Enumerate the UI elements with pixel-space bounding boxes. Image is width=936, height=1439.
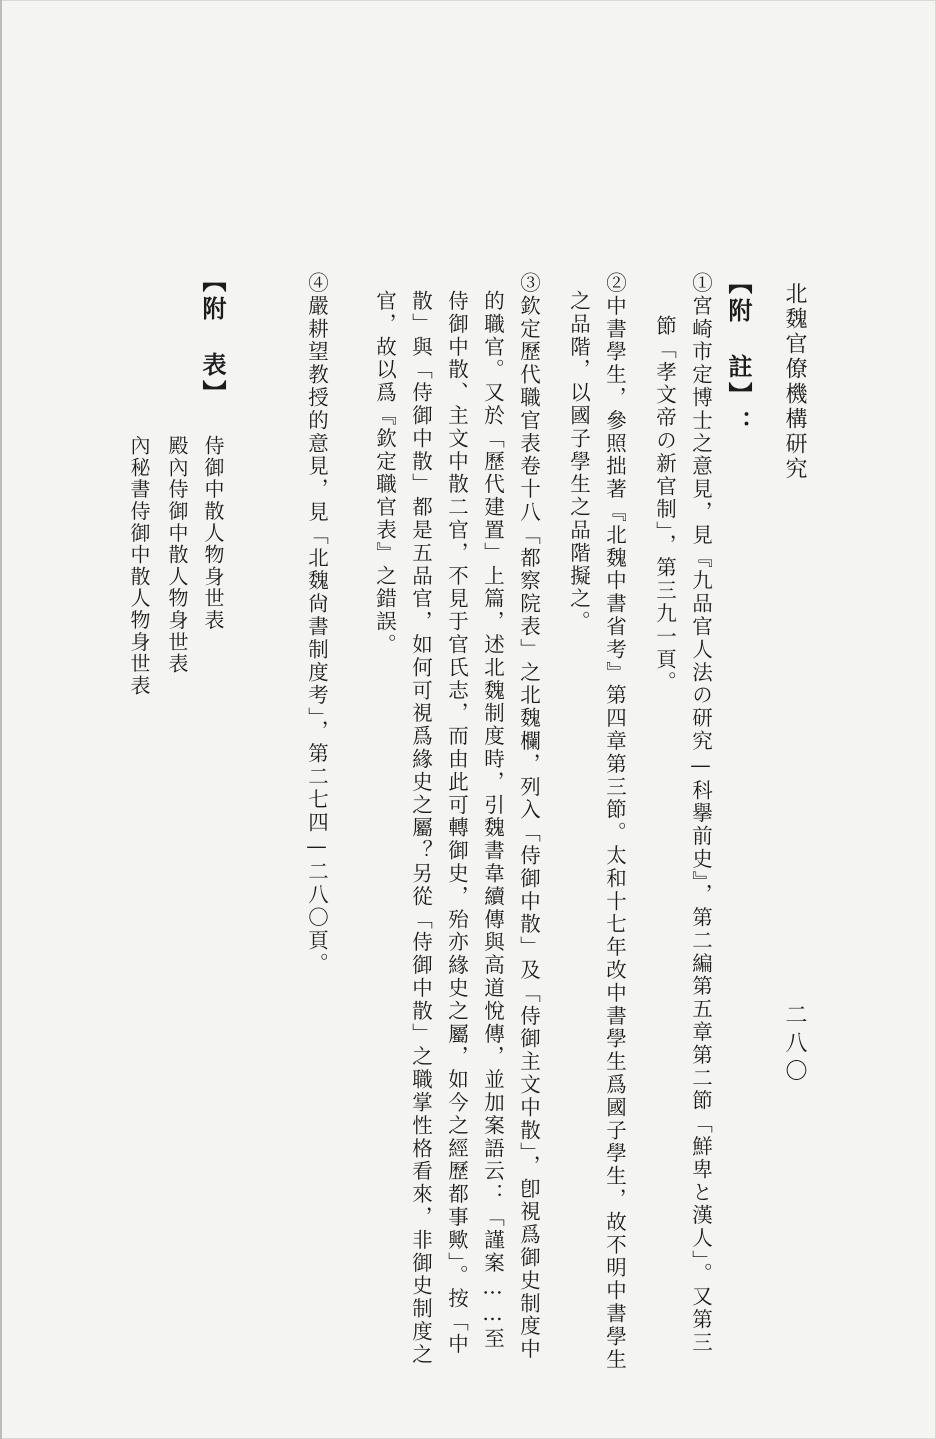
note-3-line-1: ③欽定歷代職官表卷十八「都察院表」之北魏欄，列入「侍御中散」及「侍御主文中散」，卽視爲御史制度中 — [516, 272, 541, 1361]
note-3-line-4: 散」與「侍御中散」都是五品官，如何可視爲緣史之屬？另從「侍御中散」之職掌性格看來，非御史制度之 — [408, 290, 433, 1367]
appendix-heading: 【附 表】 — [198, 268, 227, 408]
note-4-line-1: ④嚴耕望教授的意見，見「北魏尙書制度考」，第二七四—二八〇頁。 — [304, 272, 329, 976]
note-2-line-1: ②中書學生，參照拙著『北魏中書省考』第四章第三節。太和十七年改中書學生爲國子學生，故不明中書學生 — [602, 272, 627, 1372]
appendix-table-1: 侍御中散人物身世表 — [201, 435, 225, 632]
note-3-line-3: 侍御中散、主文中散二官，不見于官氏志，而由此可轉御史，殆亦緣史之屬，如今之經歷都事歟」。按「中 — [444, 290, 469, 1357]
note-1-line-1: ①宮崎市定博士之意見，見『九品官人法の研究—科擧前史』，第二編第五章第二節「鮮卑と漢人」。又第三 — [688, 272, 713, 1355]
page-number: 二八〇 — [782, 1003, 807, 1087]
note-3-line-5: 官，故以爲『欽定職官表』之錯誤。 — [372, 290, 397, 657]
notes-heading: 【附 註】： — [724, 270, 753, 438]
appendix-table-2: 殿內侍御中散人物身世表 — [165, 435, 189, 675]
note-3-line-2: 的職官。又於「歷代建置」上篇，述北魏制度時，引魏書韋續傳與高道悅傳，並加案語云：「謹案……至 — [480, 290, 505, 1351]
running-title: 北魏官僚機構研究 — [782, 282, 807, 482]
appendix-table-3: 內秘書侍御中散人物身世表 — [127, 435, 151, 697]
note-1-line-2: 節「孝文帝の新官制」，第三九一頁。 — [652, 315, 677, 695]
note-2-line-2: 之品階，以國子學生之品階擬之。 — [566, 290, 591, 634]
